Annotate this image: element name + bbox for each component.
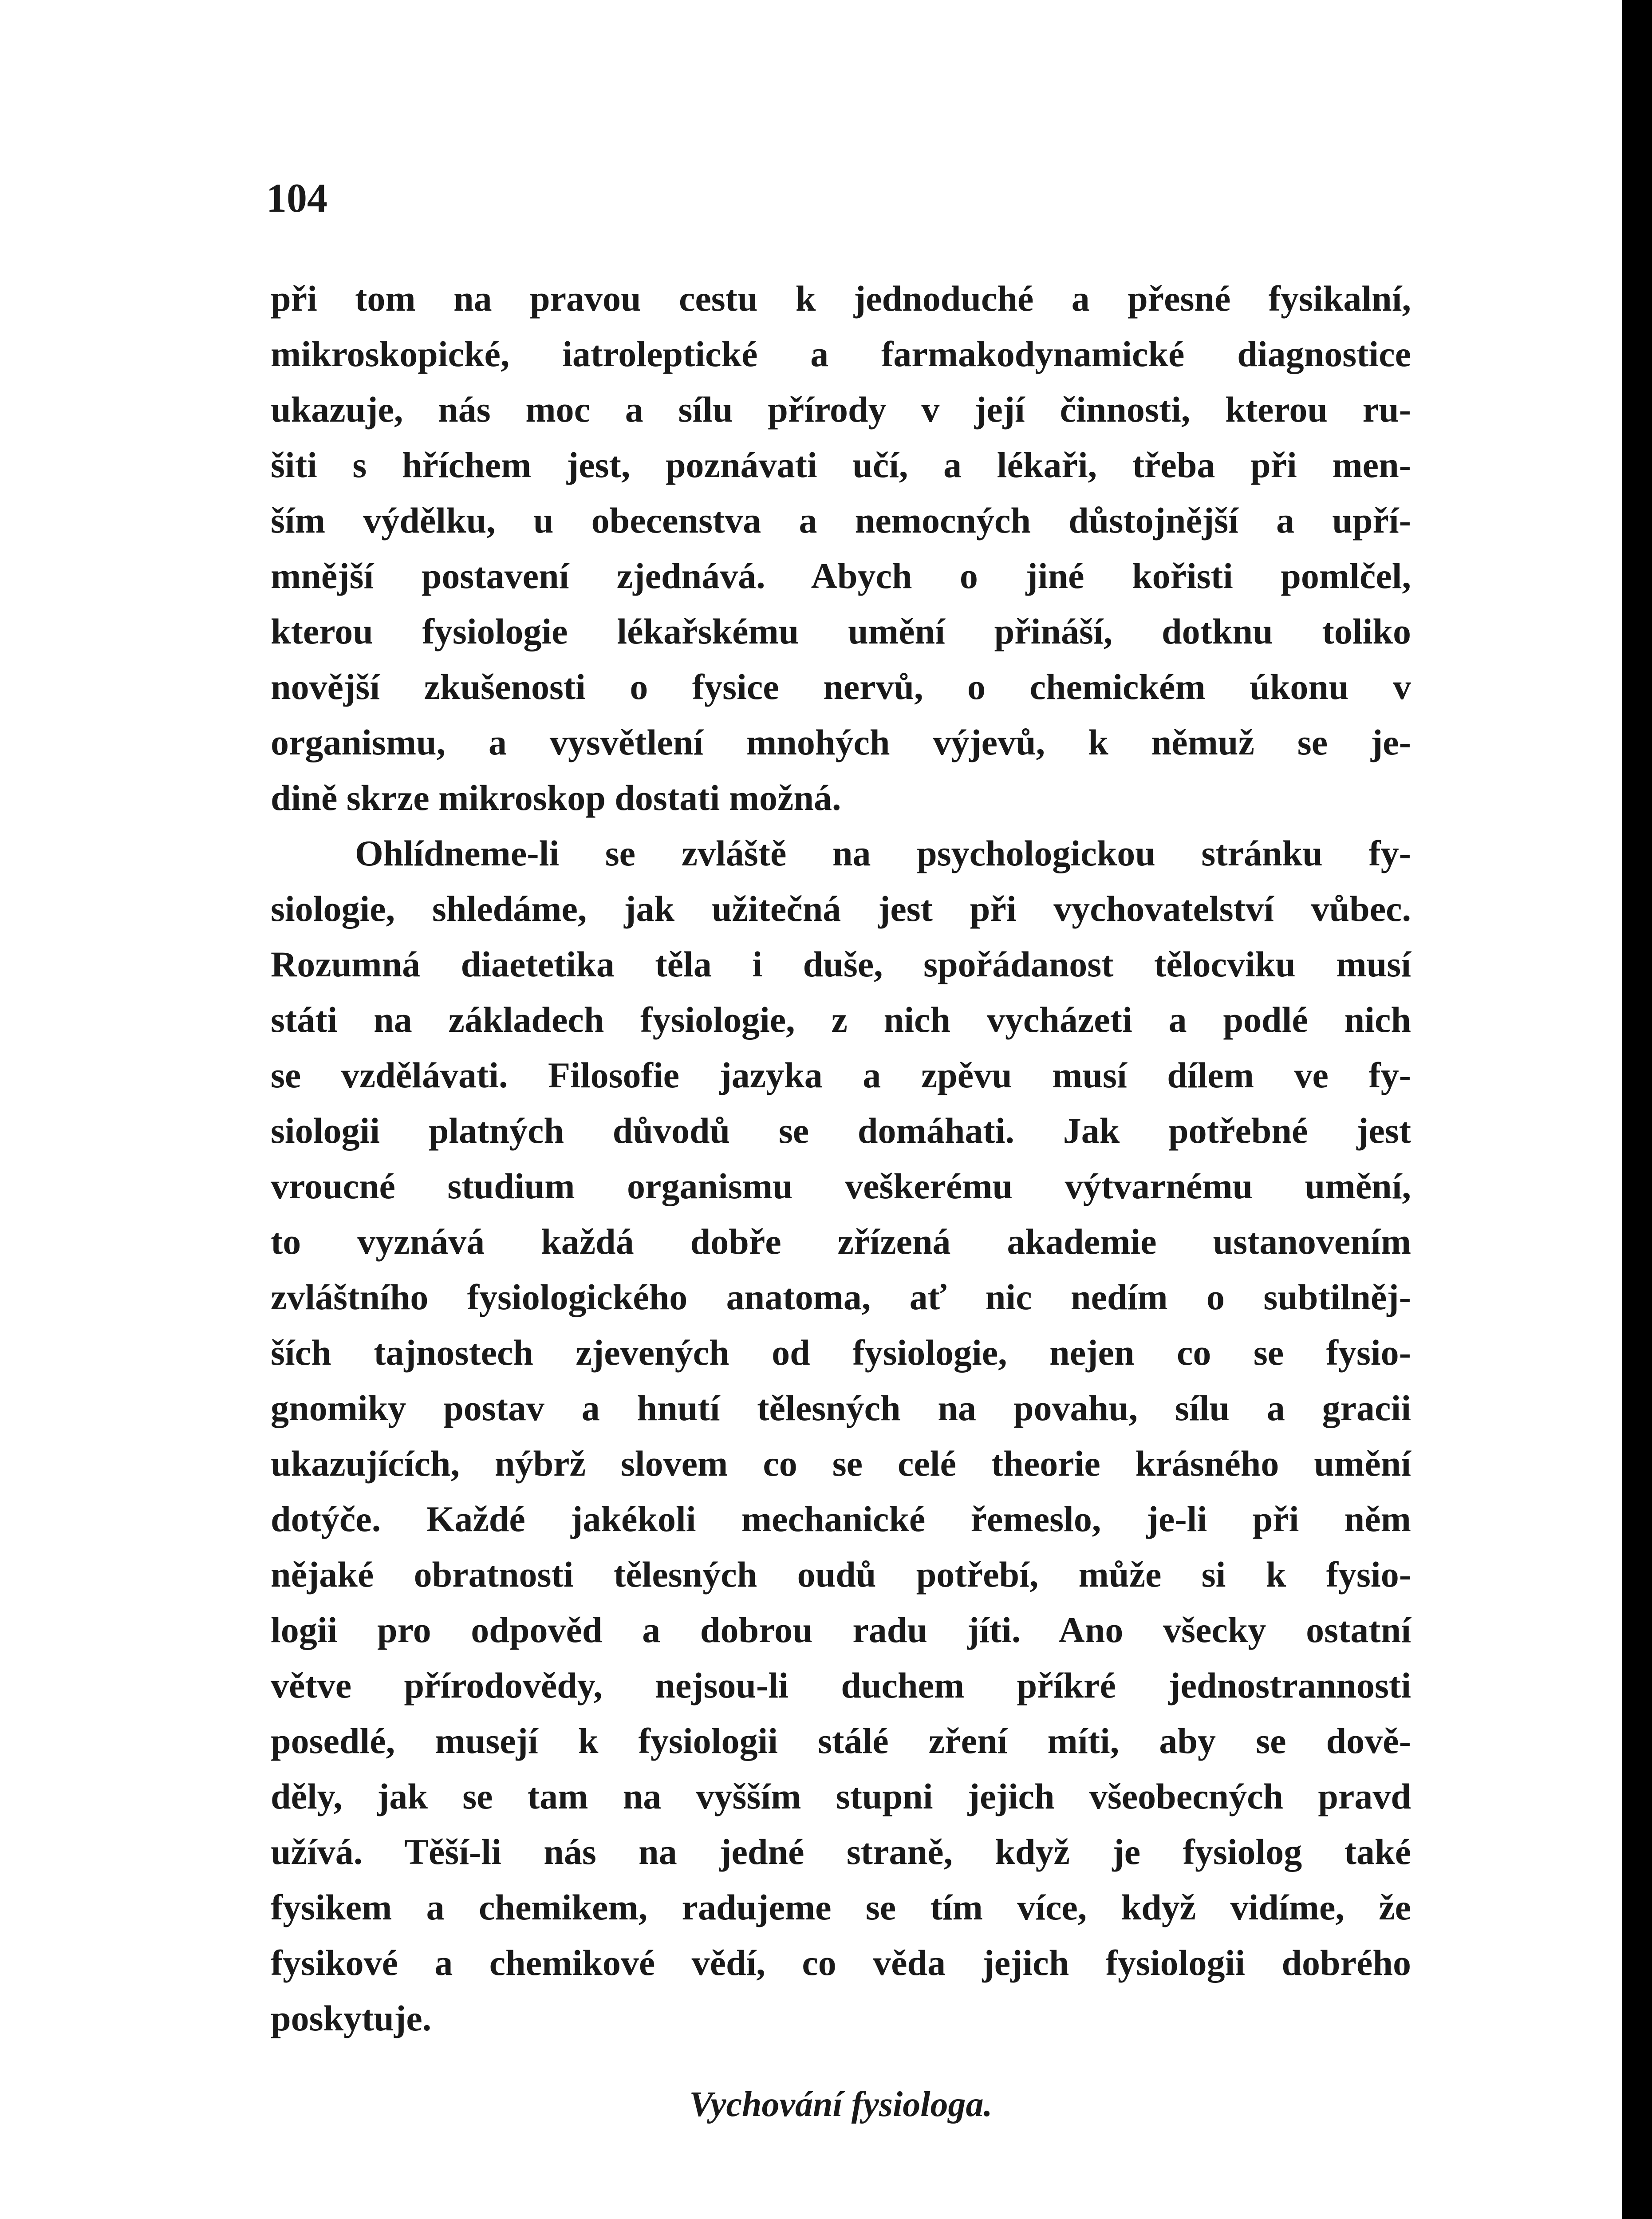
text-line: šiti s hříchem jest, poznávati učí, a lékaři, třeba při men- bbox=[271, 445, 1411, 485]
text-line: siologii platných důvodů se domáhati. Jak potřebné jest bbox=[271, 1110, 1411, 1151]
scan-border bbox=[1622, 0, 1652, 2219]
text-line: ukazuje, nás moc a sílu přírody v její činnosti, kterou ru- bbox=[271, 389, 1411, 430]
text-line: nějaké obratnosti tělesných oudů potřebí, může si k fysio- bbox=[271, 1554, 1411, 1595]
page-number: 104 bbox=[266, 175, 327, 221]
text-line: dotýče. Každé jakékoli mechanické řemeslo, je-li při něm bbox=[271, 1499, 1411, 1539]
text-line: posedlé, musejí k fysiologii stálé zření míti, aby se dově- bbox=[271, 1721, 1411, 1761]
text-line: zvláštního fysiologického anatoma, ať nic nedím o subtilněj- bbox=[271, 1277, 1411, 1317]
text-line: při tom na pravou cestu k jednoduché a přesné fysikalní, bbox=[271, 278, 1411, 319]
text-line: organismu, a vysvětlení mnohých výjevů, k němuž se je- bbox=[271, 722, 1411, 762]
text-line: ším výdělku, u obecenstva a nemocných důstojnější a upří- bbox=[271, 500, 1411, 541]
text-line: Rozumná diaetetika těla i duše, spořádanost tělocviku musí bbox=[271, 944, 1411, 984]
text-line: užívá. Těší-li nás na jedné straně, když je fysiolog také bbox=[271, 1832, 1411, 1872]
text-line: ších tajnostech zjevených od fysiologie, nejen co se fysio- bbox=[271, 1332, 1411, 1373]
text-line: fysikové a chemikové vědí, co věda jejich fysiologii dobrého bbox=[271, 1943, 1411, 1983]
text-line: to vyznává každá dobře zřízená akademie ustanovením bbox=[271, 1221, 1411, 1262]
text-line: ukazujících, nýbrž slovem co se celé theorie krásného umění bbox=[271, 1443, 1411, 1484]
text-line: siologie, shledáme, jak užitečná jest při vychovatelství vůbec. bbox=[271, 888, 1411, 929]
text-line: fysikem a chemikem, radujeme se tím více, když vidíme, že bbox=[271, 1887, 1411, 1927]
text-line: logii pro odpověd a dobrou radu jíti. Ano všecky ostatní bbox=[271, 1610, 1411, 1650]
text-line: vroucné studium organismu veškerému výtvarnému umění, bbox=[271, 1166, 1411, 1206]
text-line: Ohlídneme-li se zvláště na psychologickou stránku fy- bbox=[355, 833, 1411, 873]
text-line: poskytuje. bbox=[271, 1998, 432, 2038]
text-line: se vzdělávati. Filosofie jazyka a zpěvu musí dílem ve fy- bbox=[271, 1055, 1411, 1095]
text-line: novější zkušenosti o fysice nervů, o chemickém úkonu v bbox=[271, 667, 1411, 707]
text-line: větve přírodovědy, nejsou-li duchem příkré jednostrannosti bbox=[271, 1665, 1411, 1706]
body-text bbox=[271, 271, 1411, 2046]
text-line: děly, jak se tam na vyšším stupni jejich všeobecných pravd bbox=[271, 1776, 1411, 1816]
section-heading: Vychování fysiologa. bbox=[689, 2085, 993, 2124]
text-line: mikroskopické, iatroleptické a farmakodynamické diagnostice bbox=[271, 334, 1411, 374]
text-line: mnější postavení zjednává. Abych o jiné kořisti pomlčel, bbox=[271, 556, 1411, 596]
text-line: státi na základech fysiologie, z nich vycházeti a podlé nich bbox=[271, 999, 1411, 1040]
text-line: kterou fysiologie lékařskému umění přináší, dotknu toliko bbox=[271, 611, 1411, 651]
text-line: dině skrze mikroskop dostati možná. bbox=[271, 778, 841, 818]
text-line: gnomiky postav a hnutí tělesných na povahu, sílu a gracii bbox=[271, 1388, 1411, 1428]
